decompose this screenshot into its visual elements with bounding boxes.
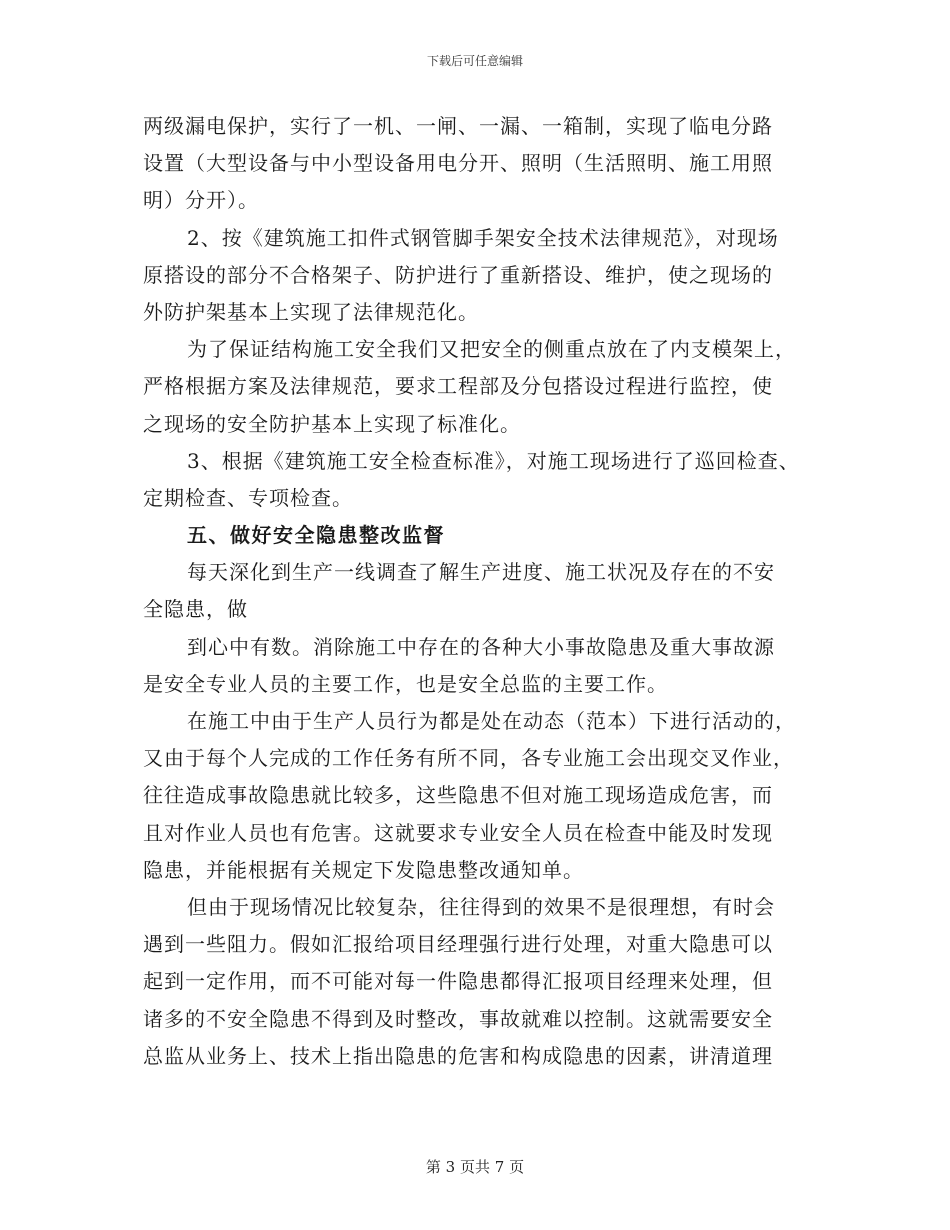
- text-line: 3、根据《建筑施工安全检查标准》，对施工现场进行了巡回检查、: [187, 448, 800, 473]
- text-line: 隐患，并能根据有关规定下发隐患整改通知单。: [143, 857, 584, 882]
- text-line: 起到一定作用，而不可能对每一件隐患都得汇报项目经理来处理，但: [143, 969, 773, 994]
- text-line: 定期检查、专项检查。: [143, 485, 353, 510]
- text-line: 严格根据方案及法律规范，要求工程部及分包搭设过程进行监控，使: [143, 374, 773, 399]
- text-line: 设置（大型设备与中小型设备用电分开、照明（生活照明、施工用照: [143, 151, 773, 176]
- text-line: 在施工中由于生产人员行为都是处在动态（范本）下进行活动的，: [187, 709, 796, 733]
- text-line: 之现场的安全防护基本上实现了标准化。: [143, 411, 521, 436]
- section-heading: 五、做好安全隐患整改监督: [187, 523, 445, 548]
- text-line: 明）分开）。: [143, 188, 259, 213]
- page-header: 下载后可任意编辑: [426, 54, 523, 68]
- text-line: 外防护架基本上实现了法律规范化。: [143, 299, 479, 324]
- text-line: 原搭设的部分不合格架子、防护进行了重新搭设、维护，使之现场的: [143, 262, 773, 287]
- text-line: 但由于现场情况比较复杂，往往得到的效果不是很理想，有时会: [187, 894, 775, 919]
- text-line: 又由于每个人完成的工作任务有所不同，各专业施工会出现交叉作业，: [143, 746, 794, 771]
- text-line: 往往造成事故隐患就比较多，这些隐患不但对施工现场造成危害，而: [143, 783, 773, 808]
- text-line: 遇到一些阻力。假如汇报给项目经理强行进行处理，对重大隐患可以: [143, 932, 773, 957]
- text-line: 为了保证结构施工安全我们又把安全的侧重点放在了内支模架上，: [187, 337, 796, 362]
- text-line: 总监从业务上、技术上指出隐患的危害和构成隐患的因素，讲清道理: [143, 1043, 773, 1068]
- text-line: 每天深化到生产一线调查了解生产进度、施工状况及存在的不安: [187, 560, 775, 585]
- text-line: 是安全专业人员的主要工作，也是安全总监的主要工作。: [143, 671, 668, 696]
- text-line: 全隐患，做: [143, 597, 248, 622]
- page-footer: 第 3 页共 7 页: [425, 1158, 525, 1176]
- text-line: 到心中有数。消除施工中存在的各种大小事故隐患及重大事故源: [187, 634, 775, 659]
- text-line: 诸多的不安全隐患不得到及时整改，事故就难以控制。这就需要安全: [143, 1006, 773, 1031]
- text-line: 2、按《建筑施工扣件式钢管脚手架安全技术法律规范》，对现场: [187, 225, 779, 250]
- text-line: 两级漏电保护，实行了一机、一闸、一漏、一箱制，实现了临电分路: [143, 114, 773, 138]
- document-body: [143, 108, 833, 1075]
- text-line: 且对作业人员也有危害。这就要求专业安全人员在检查中能及时发现: [143, 820, 773, 845]
